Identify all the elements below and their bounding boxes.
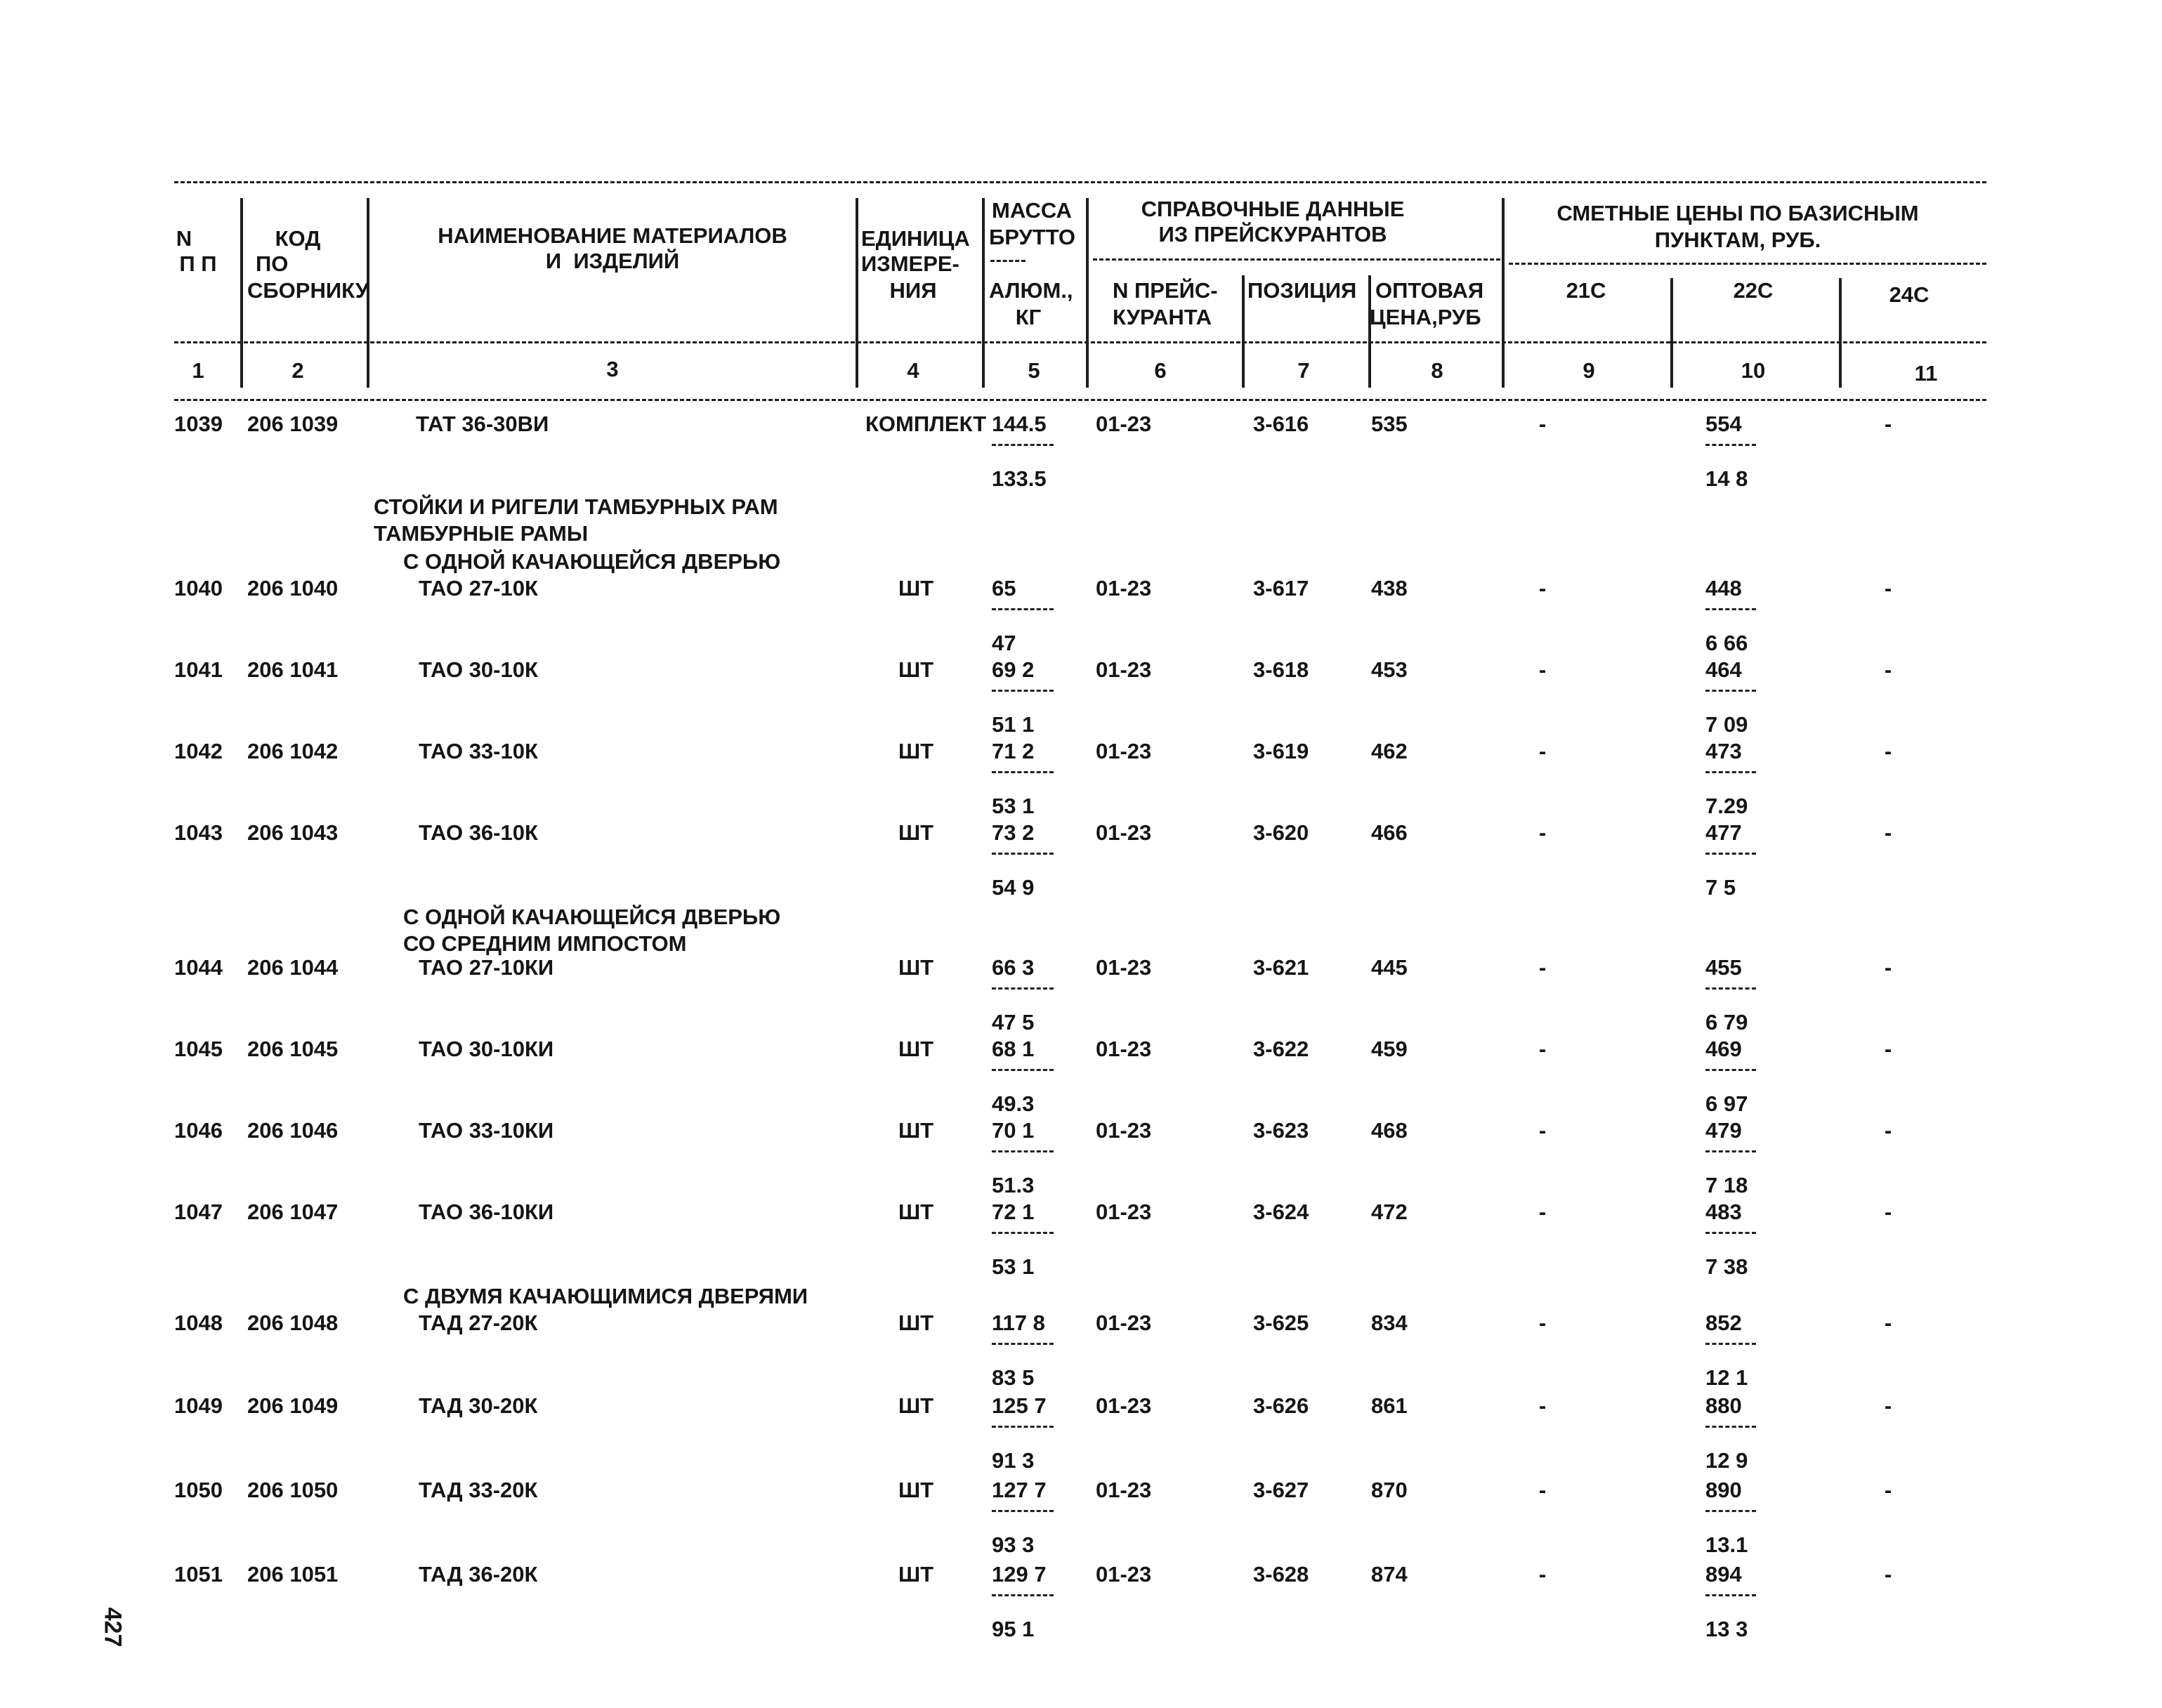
row-price-22c: 890 [1705,1478,1742,1502]
row-wholesale-price: 834 [1371,1310,1408,1335]
row-price-22c-alt: 6 79 [1705,1010,1748,1034]
row-position: 3-624 [1253,1200,1309,1224]
row-price-22c-alt: 6 97 [1705,1091,1748,1116]
row-alum-mass: 133.5 [992,466,1047,491]
row-wholesale-price: 472 [1371,1200,1408,1224]
row-number: 1045 [174,1037,223,1061]
ref-group-rule [1093,258,1500,261]
row-unit: ШТ [898,955,934,980]
section-heading: ТАМБУРНЫЕ РАМЫ [374,521,589,546]
col-divider [1242,275,1245,388]
row-pricelist: 01-23 [1096,1393,1152,1418]
row-position: 3-619 [1253,739,1309,763]
fraction-rule [1705,853,1756,855]
header-col3-line1: НАИМЕНОВАНИЕ МАТЕРИАЛОВ [438,223,787,248]
row-price-22c: 473 [1705,739,1742,763]
row-name: ТАО 30-10КИ [419,1037,554,1061]
header-col4-line3: НИЯ [889,278,937,303]
row-price-24c: - [1884,1200,1892,1224]
col-number: 2 [291,358,304,383]
row-price-22c-alt: 6 66 [1705,631,1748,655]
row-number: 1042 [174,739,223,763]
row-number: 1048 [174,1310,223,1335]
row-wholesale-price: 438 [1371,576,1408,600]
section-heading: СТОЙКИ И РИГЕЛИ ТАМБУРНЫХ РАМ [374,494,778,519]
col-number: 8 [1431,358,1443,383]
row-pricelist: 01-23 [1096,1200,1152,1224]
row-wholesale-price: 459 [1371,1037,1408,1061]
row-number: 1039 [174,412,223,436]
row-price-24c: - [1884,739,1892,763]
header-col8-line1: ОПТОВАЯ [1375,278,1484,303]
row-pricelist: 01-23 [1096,1310,1152,1335]
fraction-rule [1705,1510,1756,1512]
row-number: 1050 [174,1478,223,1502]
fraction-rule [992,1343,1054,1345]
row-alum-mass: 51.3 [992,1173,1035,1197]
row-price-22c-alt: 7.29 [1705,794,1748,818]
row-number: 1044 [174,955,223,980]
row-price-22c-alt: 7 09 [1705,712,1748,737]
row-price-24c: - [1884,955,1892,980]
row-price-22c: 852 [1705,1310,1742,1335]
row-name: ТАО 30-10К [419,657,538,682]
header-col7-line1: ПОЗИЦИЯ [1247,278,1357,303]
row-mass: 70 1 [992,1118,1035,1143]
row-wholesale-price: 535 [1371,412,1408,436]
row-alum-mass: 54 9 [992,875,1035,900]
row-number: 1046 [174,1118,223,1143]
fraction-rule [1705,1343,1756,1345]
row-pricelist: 01-23 [1096,576,1152,600]
row-position: 3-626 [1253,1393,1309,1418]
row-price-21c: - [1538,1037,1547,1061]
header-col3-line2: И ИЗДЕЛИЙ [545,249,680,273]
col-number: 4 [907,358,919,383]
header-col11: 24С [1889,282,1930,307]
row-price-21c: - [1538,1562,1547,1587]
row-number: 1040 [174,576,223,600]
header-col6-line2: КУРАНТА [1113,305,1212,329]
header-col2-line1: КОД [275,226,321,251]
fraction-rule [1705,690,1756,692]
row-pricelist: 01-23 [1096,412,1152,436]
row-price-21c: - [1538,657,1547,682]
fraction-rule [1705,1150,1756,1152]
row-price-22c: 880 [1705,1393,1742,1418]
row-unit: ШТ [898,1393,934,1418]
header-col1-line1: N [176,226,192,251]
fraction-rule [1705,1594,1756,1596]
row-number: 1041 [174,657,223,682]
row-name: ТАД 30-20К [419,1393,538,1418]
header-col4-line1: ЕДИНИЦА [861,226,970,251]
row-position: 3-625 [1253,1310,1309,1335]
row-mass: 127 7 [992,1478,1047,1502]
row-mass: 66 3 [992,955,1035,980]
row-alum-mass: 51 1 [992,712,1035,737]
row-position: 3-618 [1253,657,1309,682]
row-mass: 144.5 [992,412,1047,436]
row-price-22c: 448 [1705,576,1742,600]
row-name: ТАО 36-10КИ [419,1200,554,1224]
fraction-rule [992,1150,1054,1152]
row-wholesale-price: 445 [1371,955,1408,980]
row-price-22c-alt: 13 3 [1705,1617,1748,1641]
header-col5-top-line2: БРУТТО [989,225,1076,249]
row-mass: 129 7 [992,1562,1047,1587]
row-unit: ШТ [898,1478,934,1502]
row-mass: 71 2 [992,739,1035,763]
row-price-22c: 477 [1705,820,1742,845]
row-alum-mass: 47 [992,631,1016,655]
row-price-22c-alt: 12 1 [1705,1365,1748,1390]
fraction-rule [1705,1426,1756,1428]
row-price-21c: - [1538,576,1547,600]
row-price-24c: - [1884,1478,1892,1502]
row-wholesale-price: 870 [1371,1478,1408,1502]
col-divider [856,198,858,388]
header-col5-top-line1: МАССА [992,198,1072,223]
col-number: 10 [1741,358,1766,383]
row-price-21c: - [1538,1200,1547,1224]
row-position: 3-628 [1253,1562,1309,1587]
col-number: 11 [1914,361,1938,386]
row-code: 206 1047 [247,1200,339,1224]
fraction-rule [992,1426,1054,1428]
col-divider [1502,198,1505,388]
row-code: 206 1039 [247,412,339,436]
row-price-22c-alt: 7 18 [1705,1173,1748,1197]
row-price-22c-alt: 12 9 [1705,1448,1748,1473]
row-unit: ШТ [898,820,934,845]
header-col10: 22С [1733,278,1774,303]
row-name: ТАД 27-20К [419,1310,538,1335]
row-price-22c: 479 [1705,1118,1742,1143]
row-code: 206 1049 [247,1393,339,1418]
col-number: 6 [1154,358,1167,383]
row-alum-mass: 49.3 [992,1091,1035,1116]
header-col1-line2: П П [179,251,217,276]
fraction-rule [992,987,1054,990]
col-number: 7 [1297,358,1310,383]
section-heading: С ОДНОЙ КАЧАЮЩЕЙСЯ ДВЕРЬЮ [403,905,781,929]
row-code: 206 1040 [247,576,339,600]
row-alum-mass: 53 1 [992,794,1035,818]
row-wholesale-price: 874 [1371,1562,1408,1587]
row-price-24c: - [1884,1562,1892,1587]
row-pricelist: 01-23 [1096,739,1152,763]
fraction-rule [992,608,1054,610]
est-group-rule [1509,263,1986,265]
header-col2-line2: ПО [256,251,289,276]
row-mass: 73 2 [992,820,1035,845]
row-price-22c: 469 [1705,1037,1742,1061]
row-unit: ШТ [898,739,934,763]
row-price-21c: - [1538,1310,1547,1335]
col-number: 3 [606,357,619,381]
row-price-22c-alt: 13.1 [1705,1532,1748,1557]
row-price-21c: - [1538,955,1547,980]
fraction-rule [992,1594,1054,1596]
fraction-rule [992,1069,1054,1071]
row-pricelist: 01-23 [1096,1118,1152,1143]
row-price-24c: - [1884,1118,1892,1143]
col-number: 9 [1583,358,1595,383]
header-top-rule [174,181,1986,183]
row-price-22c-alt: 14 8 [1705,466,1748,491]
row-unit: ШТ [898,1562,934,1587]
row-unit: ШТ [898,1118,934,1143]
row-price-24c: - [1884,412,1892,436]
row-code: 206 1044 [247,955,339,980]
row-price-24c: - [1884,576,1892,600]
page-number: 427 [99,1607,126,1648]
row-code: 206 1042 [247,739,339,763]
row-pricelist: 01-23 [1096,1037,1152,1061]
row-code: 206 1050 [247,1478,339,1502]
row-price-22c: 483 [1705,1200,1742,1224]
section-heading: С ОДНОЙ КАЧАЮЩЕЙСЯ ДВЕРЬЮ [403,549,781,574]
section-heading: СО СРЕДНИМ ИМПОСТОМ [403,931,687,956]
header-col9: 21С [1566,278,1606,303]
row-number: 1049 [174,1393,223,1418]
row-wholesale-price: 453 [1371,657,1408,682]
row-price-21c: - [1538,820,1547,845]
row-alum-mass: 83 5 [992,1365,1035,1390]
header-col8-line2: ЦЕНА,РУБ [1370,305,1481,329]
row-price-24c: - [1884,1310,1892,1335]
row-price-22c-alt: 7 38 [1705,1254,1748,1279]
col-divider [1839,278,1842,388]
row-price-24c: - [1884,1037,1892,1061]
row-unit: ШТ [898,1310,934,1335]
row-price-22c: 894 [1705,1562,1742,1587]
row-name: ТАД 36-20К [419,1562,538,1587]
row-pricelist: 01-23 [1096,820,1152,845]
fraction-rule [992,690,1054,692]
fraction-rule [992,853,1054,855]
fraction-rule [992,444,1054,446]
row-name: ТАО 27-10КИ [419,955,554,980]
row-position: 3-622 [1253,1037,1309,1061]
row-price-21c: - [1538,1393,1547,1418]
header-col4-line2: ИЗМЕРЕ- [861,251,959,276]
row-wholesale-price: 861 [1371,1393,1408,1418]
col-number: 1 [192,358,204,383]
col-divider [240,198,243,388]
row-price-24c: - [1884,1393,1892,1418]
row-wholesale-price: 468 [1371,1118,1408,1143]
row-price-21c: - [1538,739,1547,763]
row-code: 206 1041 [247,657,339,682]
row-code: 206 1045 [247,1037,339,1061]
row-unit: ШТ [898,576,934,600]
row-mass: 68 1 [992,1037,1035,1061]
row-pricelist: 01-23 [1096,1562,1152,1587]
row-price-22c: 455 [1705,955,1742,980]
row-mass: 69 2 [992,657,1035,682]
row-position: 3-627 [1253,1478,1309,1502]
header-col5-bottom-line2: КГ [1015,305,1042,329]
row-code: 206 1051 [247,1562,339,1587]
header-ref-group-line1: СПРАВОЧНЫЕ ДАННЫЕ [1141,197,1405,221]
fraction-rule [992,1510,1054,1512]
row-pricelist: 01-23 [1096,1478,1152,1502]
row-name: ТАО 33-10К [419,739,538,763]
row-mass: 125 7 [992,1393,1047,1418]
section-heading: С ДВУМЯ КАЧАЮЩИМИСЯ ДВЕРЯМИ [403,1284,808,1308]
header-est-group-line2: ПУНКТАМ, РУБ. [1654,228,1821,252]
row-price-22c: 554 [1705,412,1742,436]
row-pricelist: 01-23 [1096,657,1152,682]
header-est-group-line1: СМЕТНЫЕ ЦЕНЫ ПО БАЗИСНЫМ [1557,201,1919,225]
row-price-22c: 464 [1705,657,1742,682]
fraction-rule [992,771,1054,773]
row-unit: ШТ [898,1200,934,1224]
row-price-21c: - [1538,412,1547,436]
col-number: 5 [1028,358,1040,383]
header-col5-bottom-line1: АЛЮМ., [989,278,1073,303]
row-name: ТАО 33-10КИ [419,1118,554,1143]
col-divider [1368,275,1371,388]
header-ref-group-line2: ИЗ ПРЕЙСКУРАНТОВ [1158,222,1387,247]
row-position: 3-620 [1253,820,1309,845]
header-bottom-rule [174,341,1986,343]
row-mass: 72 1 [992,1200,1035,1224]
row-name: ТАО 36-10К [419,820,538,845]
row-unit: ШТ [898,657,934,682]
row-number: 1051 [174,1562,223,1587]
row-mass: 65 [992,576,1016,600]
row-unit: ШТ [898,1037,934,1061]
header-col2-line3: СБОРНИКУ [247,278,369,303]
row-price-21c: - [1538,1478,1547,1502]
col-divider [1670,278,1673,388]
row-price-22c-alt: 7 5 [1705,875,1736,900]
row-price-24c: - [1884,657,1892,682]
row-alum-mass: 47 5 [992,1010,1035,1034]
col-divider [982,198,985,388]
fraction-rule [1705,1232,1756,1234]
fraction-rule [992,1232,1054,1234]
row-alum-mass: 95 1 [992,1617,1035,1641]
row-price-24c: - [1884,820,1892,845]
row-code: 206 1046 [247,1118,339,1143]
row-wholesale-price: 466 [1371,820,1408,845]
row-mass: 117 8 [992,1310,1045,1335]
row-wholesale-price: 462 [1371,739,1408,763]
col-divider [1086,198,1089,388]
row-name: ТАТ 36-30ВИ [416,412,549,436]
row-pricelist: 01-23 [1096,955,1152,980]
row-name: ТАО 27-10К [419,576,538,600]
row-position: 3-623 [1253,1118,1309,1143]
fraction-rule [1705,987,1756,990]
row-code: 206 1048 [247,1310,339,1335]
row-alum-mass: 91 3 [992,1448,1035,1473]
row-name: ТАД 33-20К [419,1478,538,1502]
fraction-rule [1705,1069,1756,1071]
row-position: 3-616 [1253,412,1309,436]
header-numbers-rule [174,399,1986,401]
fraction-rule [1705,444,1756,446]
fraction-rule [1705,771,1756,773]
row-number: 1043 [174,820,223,845]
row-position: 3-617 [1253,576,1309,600]
row-number: 1047 [174,1200,223,1224]
row-price-21c: - [1538,1118,1547,1143]
row-position: 3-621 [1253,955,1309,980]
row-alum-mass: 93 3 [992,1532,1035,1557]
row-code: 206 1043 [247,820,339,845]
header-col6-line1: N ПРЕЙС- [1113,278,1218,303]
mass-split-rule [990,260,1026,262]
row-unit: КОМПЛЕКТ [865,412,987,436]
row-alum-mass: 53 1 [992,1254,1035,1279]
fraction-rule [1705,608,1756,610]
